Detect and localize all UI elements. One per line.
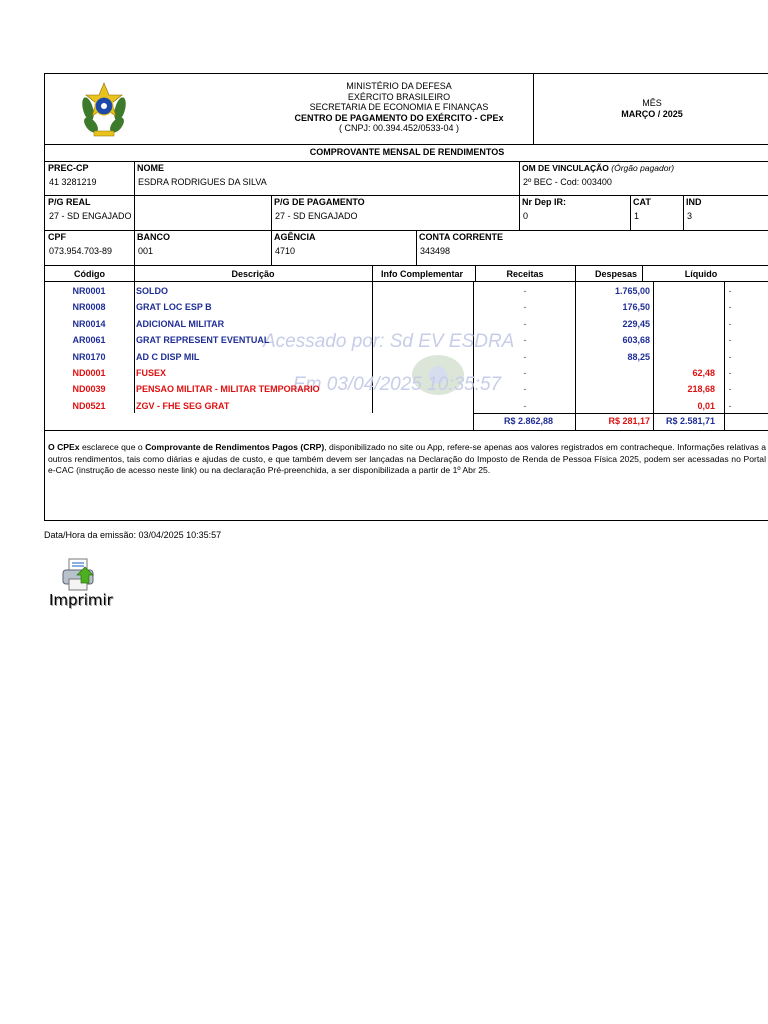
om-field <box>519 161 768 189</box>
note-part-3: Comprovante de Rendimentos Pagos (CRP) <box>145 442 325 452</box>
pg-real-label: P/G REAL <box>48 197 91 207</box>
pg-pagamento-field <box>271 195 519 223</box>
total-despesas: R$ 281,17 <box>608 416 650 426</box>
row-code: NR0014 <box>72 318 106 329</box>
nome-field <box>134 161 519 189</box>
cpf-value: 073.954.703-89 <box>49 246 113 256</box>
row-extra: - <box>728 351 732 362</box>
table-row <box>45 332 768 349</box>
pg-pagamento-label: P/G DE PAGAMENTO <box>274 197 365 207</box>
col-receitas: Receitas <box>506 269 544 279</box>
header-titles <box>265 81 533 134</box>
row-extra: - <box>728 384 732 395</box>
document-header <box>45 74 768 145</box>
prec-cp-label: PREC-CP <box>48 163 89 173</box>
banco-field <box>134 230 271 258</box>
note-part-2: esclarece que o <box>79 442 146 452</box>
watermark-accessed-by: Acessado por: Sd EV ESDRA <box>263 331 515 352</box>
agencia-label: AGÊNCIA <box>274 232 316 242</box>
table-row <box>45 349 768 366</box>
row-receitas: - <box>523 384 527 395</box>
row-receitas: - <box>523 286 527 296</box>
month-label: MÊS <box>642 98 662 108</box>
row-despesas: 603,68 <box>622 335 650 346</box>
table-row <box>45 381 768 398</box>
total-receitas: R$ 2.862,88 <box>503 416 553 426</box>
row-extra: - <box>728 400 732 411</box>
month-value: MARÇO / 2025 <box>621 109 683 119</box>
watermark-date: Em 03/04/2025 10:35:57 <box>293 374 502 395</box>
row-description: GRAT REPRESENT EVENTUAL <box>136 335 270 346</box>
emission-datetime: Data/Hora da emissão: 03/04/2025 10:35:57 <box>44 530 222 540</box>
cpf-field <box>45 230 134 258</box>
row-liquido: 62,48 <box>692 368 715 378</box>
row-liquido: 0,01 <box>697 400 715 411</box>
row-code: ND0001 <box>72 368 106 378</box>
row-extra: - <box>728 286 732 296</box>
table-header <box>45 265 768 282</box>
col-liquido: Líquido <box>684 269 718 279</box>
row-description: GRAT LOC ESP B <box>136 302 212 313</box>
prec-cp-field <box>45 161 134 189</box>
row-extra: - <box>728 335 732 346</box>
row-code: AR0061 <box>72 335 106 346</box>
agencia-field <box>271 230 416 258</box>
conta-label: CONTA CORRENTE <box>419 232 503 242</box>
col-info: Info Complementar <box>380 269 463 279</box>
row-despesas: 229,45 <box>622 318 650 329</box>
om-label: OM DE VINCULAÇÃO <box>522 163 609 173</box>
cat-value: 1 <box>634 211 640 221</box>
row-code: ND0039 <box>72 384 106 395</box>
nr-dep-label: Nr Dep IR: <box>522 197 567 207</box>
total-liquido: R$ 2.581,71 <box>665 416 715 426</box>
row-description: ZGV - FHE SEG GRAT <box>136 400 230 411</box>
nr-dep-field <box>519 195 630 223</box>
col-despesas: Despesas <box>594 269 638 279</box>
table-row <box>45 398 768 415</box>
row-description: AD C DISP MIL <box>136 351 200 362</box>
row-description: ADICIONAL MILITAR <box>136 318 225 329</box>
explanatory-note <box>45 438 768 481</box>
army-name: EXÉRCITO BRASILEIRO <box>347 91 451 102</box>
col-descricao: Descrição <box>231 269 275 279</box>
pg-real-value: 27 - SD ENGAJADO <box>49 211 132 221</box>
table-row <box>45 316 768 333</box>
row-code: ND0521 <box>72 400 106 411</box>
payslip-document <box>44 73 768 521</box>
secretariat-name: SECRETARIA DE ECONOMIA E FINANÇAS <box>309 102 489 112</box>
row-code: NR0008 <box>72 302 106 313</box>
printer-icon <box>61 557 97 593</box>
ind-value: 3 <box>687 211 693 221</box>
agencia-value: 4710 <box>275 246 296 256</box>
om-value: 2º BEC - Cod: 003400 <box>523 177 612 187</box>
row-receitas: - <box>523 351 527 362</box>
col-codigo: Código <box>74 269 105 279</box>
cpf-label: CPF <box>48 232 66 242</box>
cat-label: CAT <box>633 197 651 207</box>
row-description: FUSEX <box>136 368 167 378</box>
ind-field <box>683 195 768 223</box>
row-receitas: - <box>523 335 527 346</box>
table-row <box>45 299 768 316</box>
print-label: Imprimir <box>49 591 113 609</box>
row-extra: - <box>728 368 732 378</box>
row-receitas: - <box>523 400 527 411</box>
banco-value: 001 <box>138 246 154 256</box>
row-despesas: 1.765,00 <box>614 286 650 296</box>
row-description: SOLDO <box>136 286 169 296</box>
print-button[interactable] <box>48 555 118 615</box>
pg-pagamento-value: 27 - SD ENGAJADO <box>275 211 358 221</box>
conta-value: 343498 <box>420 246 451 256</box>
cat-field <box>630 195 683 223</box>
row-liquido: 218,68 <box>687 384 715 395</box>
row-despesas: 176,50 <box>622 302 650 313</box>
nr-dep-value: 0 <box>523 211 529 221</box>
conta-field <box>416 230 768 258</box>
note-part-1: O CPEx <box>48 442 80 452</box>
nome-label: NOME <box>137 163 164 173</box>
row-code: NR0170 <box>72 351 106 362</box>
ind-label: IND <box>686 197 702 207</box>
nome-value: ESDRA RODRIGUES DA SILVA <box>138 177 267 187</box>
cnpj: ( CNPJ: 00.394.452/0533-04 ) <box>338 123 460 133</box>
payment-center-name: CENTRO DE PAGAMENTO DO EXÉRCITO - CPEx <box>294 112 504 123</box>
prec-cp-value: 41 3281219 <box>49 177 97 187</box>
table-row <box>45 283 768 300</box>
row-extra: - <box>728 302 732 313</box>
om-label-italic: (Órgão pagador) <box>611 163 675 173</box>
row-description: PENSAO MILITAR - MILITAR TEMPORARIO <box>136 384 320 395</box>
row-receitas: - <box>523 302 527 313</box>
note-part-4: , disponibilizado no site ou App, refere-se apenas aos valores registrados em contracheque. Informações relativas a outros rendimentos, tais como diárias e ajudas de custo, e que também devem ser lançadas na Declaração do Imposto de Renda de Pessoa Física 2025, podem ser acessadas no Portal e-CAC (instrução de acesso neste link) ou na declaração Pré-preenchida, a ser disponibilizada a partir de 1º Abr 25. <box>48 442 766 475</box>
row-receitas: - <box>523 318 527 329</box>
banco-label: BANCO <box>137 232 170 242</box>
row-receitas: - <box>523 368 527 378</box>
row-code: NR0001 <box>72 286 106 296</box>
row-despesas: 88,25 <box>627 351 650 362</box>
pg-real-field <box>45 195 271 223</box>
document-title: COMPROVANTE MENSAL DE RENDIMENTOS <box>45 144 768 162</box>
month-box <box>533 74 768 144</box>
ministry-name: MINISTÉRIO DA DEFESA <box>346 81 452 91</box>
row-extra: - <box>728 318 732 329</box>
table-row <box>45 365 768 382</box>
army-emblem-icon <box>79 79 129 139</box>
totals-row <box>45 413 768 430</box>
